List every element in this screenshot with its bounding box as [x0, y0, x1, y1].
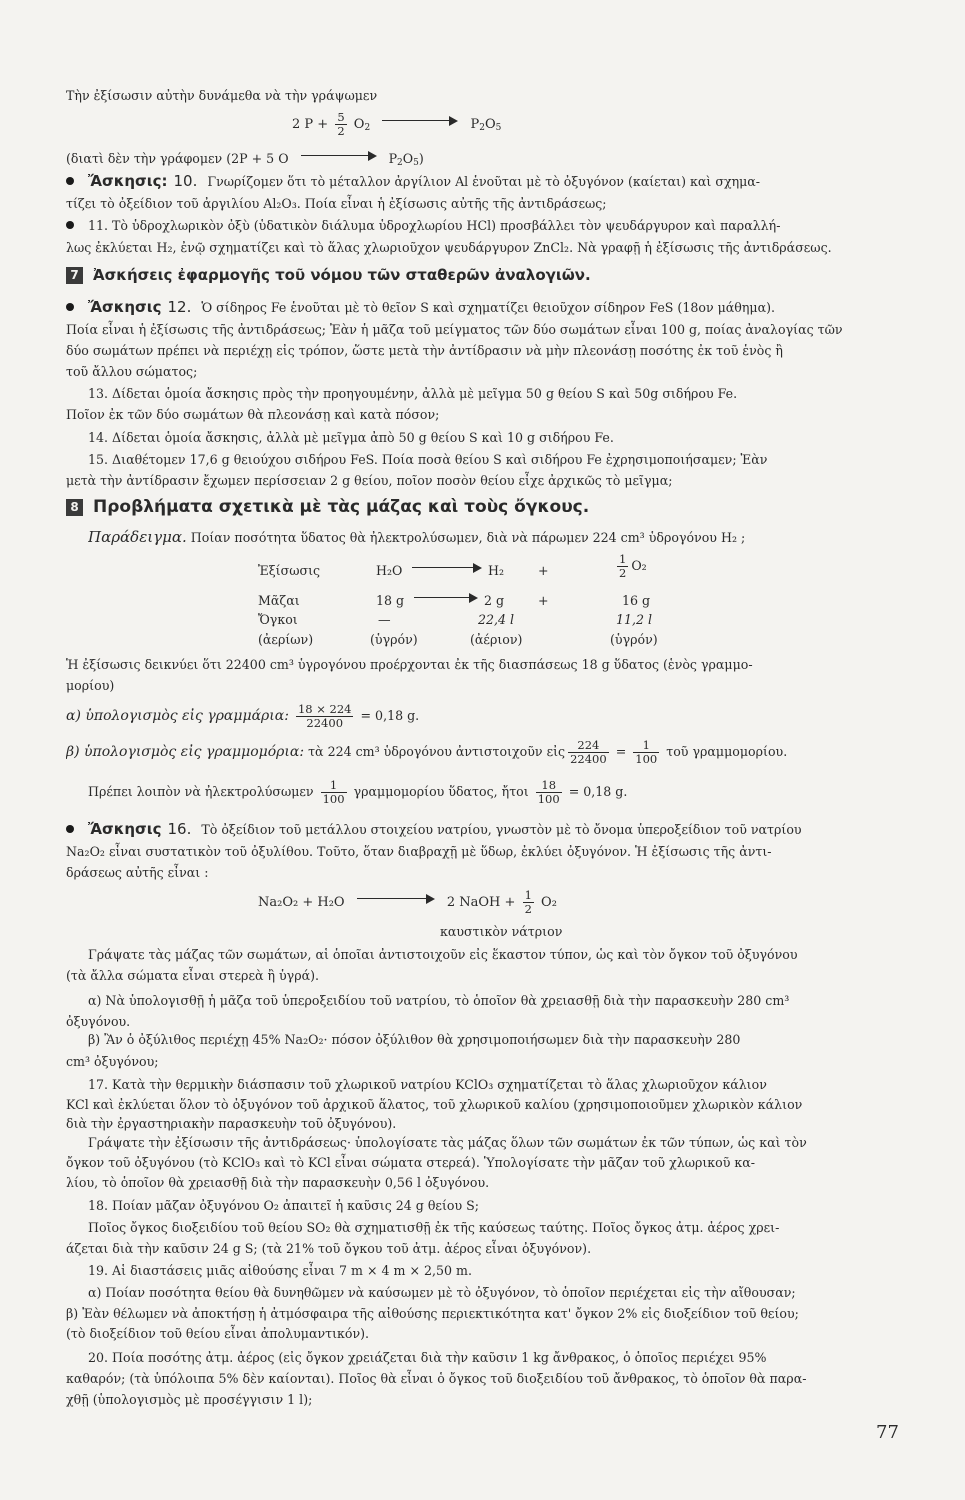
row-label-volume: Ὄγκοι: [258, 612, 298, 627]
exercise-11: [66, 216, 899, 235]
eq-term: Na₂O₂ + H₂O: [258, 895, 345, 910]
plus-sign: +: [538, 593, 549, 608]
exercise-13-text: Ποῖον ἐκ τῶν δύο σωμάτων θὰ πλεονάσῃ καὶ κατὰ πόσον;: [66, 407, 440, 422]
exercise-19-part-a: α) Ποίαν ποσότητα θείου θὰ δυνηθῶμεν νὰ καύσωμεν μὲ τὸ ὀξυγόνον, τὸ ὁποῖον περιέχεται εἰς τὴν αἴθουσαν;: [88, 1285, 796, 1300]
frac-num: 18 × 224: [297, 702, 352, 716]
section-number: 7: [66, 267, 83, 284]
frac-den: 100: [635, 752, 658, 766]
exercise-16-part-a: α) Νὰ ὑπολογισθῇ ἡ μᾶζα τοῦ ὑπεροξειδίου τοῦ νατρίου, τὸ ὁποῖον θὰ χρειασθῇ διὰ τὴν παρασκευὴν 280 cm³: [88, 993, 790, 1008]
exercise-17-text: ὄγκον τοῦ ὀξυγόνου (τὸ KClO₃ καὶ τὸ KCl εἶναι σώματα στερεά). Ὑπολογίσατε τὴν μᾶζαν τοῦ χλωρικοῦ κα-: [66, 1155, 756, 1170]
reaction-arrow-icon: [357, 894, 435, 904]
section-title: Ἀσκήσεις ἐφαρμογῆς τοῦ νόμου τῶν σταθερῶν ἀναλογιῶν.: [93, 266, 591, 284]
example-note: Ἡ ἐξίσωσις δεικνύει ὅτι 22400 cm³ ὑγρογόνου προέρχονται ἐκ τῆς διασπάσεως 18 g ὕδατος (ἑνὸς γραμμο-: [66, 657, 753, 672]
calc-text: τὰ 224 cm³ ὑδρογόνου ἀντιστοιχοῦν εἰς: [308, 744, 566, 759]
exercise-19: 19. Αἱ διαστάσεις μιᾶς αἰθούσης εἶναι 7 m × 4 m × 2,50 m.: [88, 1263, 473, 1278]
bullet-icon: [66, 825, 74, 833]
exercise-16-text: Γράψατε τὰς μάζας τῶν σωμάτων, αἱ ὁποῖαι ἀντιστοιχοῦν εἰς ἕκαστον τύπον, ὡς καὶ τὸν ὄγκον τοῦ ὀξυγόνου: [88, 947, 798, 962]
reaction-arrow-icon: [382, 116, 458, 126]
calc-conclusion: [88, 776, 899, 808]
bullet-icon: [66, 303, 74, 311]
calc-label: α) ὑπολογισμὸς εἰς γραμμάρια:: [66, 708, 289, 724]
calc-label: β) ὑπολογισμὸς εἰς γραμμομόρια:: [66, 744, 305, 760]
bullet-icon: [66, 221, 74, 229]
fraction: [523, 889, 534, 916]
cell-mass-h2: 2 g: [484, 593, 505, 608]
exercise-20-text: χθῇ (ὑπολογισμὸς μὲ προσέγγισιν 1 l);: [66, 1392, 313, 1407]
eq-term: O₂: [541, 895, 557, 910]
page-number: 77: [876, 1422, 899, 1443]
frac-den: 22400: [306, 716, 344, 730]
cell-vol-h2: 22,4 l: [478, 612, 515, 627]
example-text: Ποίαν ποσότητα ὕδατος θὰ ἠλεκτρολύσωμεν, διὰ νὰ πάρωμεν 224 cm³ ὑδρογόνου H₂ ;: [190, 530, 746, 545]
exercise-14: 14. Δίδεται ὁμοία ἄσκησις, ἀλλὰ μὲ μεῖγμα ἀπὸ 50 g θείου S καὶ 10 g σιδήρου Fe.: [88, 430, 614, 445]
exercise-18: 18. Ποίαν μᾶζαν ὀξυγόνου O₂ ἀπαιτεῖ ἡ καῦσις 24 g θείου S;: [88, 1198, 480, 1213]
exercise-17-text: διὰ τὴν ἐργαστηριακὴν παρασκευὴν τοῦ ὀξυγόνου).: [66, 1116, 397, 1131]
exercise-text: Γνωρίζομεν ὅτι τὸ μέταλλον ἀργίλιον Al ἑνοῦται μὲ τὸ ὀξυγόνον (καίεται) καὶ σχημα-: [207, 174, 761, 189]
exercise-label: Ἄσκησις: [88, 298, 162, 316]
cell-o2: [614, 553, 647, 580]
exercise-18-text: Ποῖος ὄγκος διοξειδίου τοῦ θείου SO₂ θὰ σχηματισθῇ ἐκ τῆς καύσεως ταύτης. Ποῖος ὄγκος ἀτμ. ἀέρος χρει-: [88, 1220, 780, 1235]
exercise-17-text: KCl καὶ ἐκλύεται ὅλον τὸ ὀξυγόνον τοῦ ἀρχικοῦ ἅλατος, τοῦ χλωρικοῦ καλίου (χρησιμοποιοῦμεν χλωρικὸν κάλιον: [66, 1097, 803, 1112]
plus-sign: +: [538, 563, 549, 578]
exercise-16-text: cm³ ὀξυγόνου;: [66, 1054, 159, 1069]
calc-text: τοῦ γραμμομορίου.: [666, 744, 788, 759]
cell-text: 18 g: [376, 593, 405, 608]
fraction: [633, 739, 659, 766]
exercise-16-text: Na₂O₂ εἶναι συστατικὸν τοῦ ὀξυλίθου. Τοῦτο, ὅταν διαβραχῇ μὲ ὕδωρ, ἐκλύει ὀξυγόνον. Ἡ ἐξίσωσις τῆς ἀντι-: [66, 844, 772, 859]
row-label-equation: Ἐξίσωσις: [258, 563, 321, 578]
frac-num: 18: [536, 779, 562, 793]
note-text: (διατὶ δὲν τὴν γράφομεν (2P + 5 O: [66, 151, 289, 166]
frac-den: 22400: [570, 752, 607, 766]
frac-num: 1: [524, 888, 532, 902]
exercise-20: 20. Ποία ποσότης ἀτμ. ἀέρος (εἰς ὄγκον χρειάζεται διὰ τὴν καῦσιν 1 kg ἄνθρακος, ὁ ὁποῖος περιέχει 95%: [88, 1350, 767, 1365]
cell-state: (ἀερίων): [258, 632, 314, 647]
fraction: [536, 779, 562, 806]
cell-text: H₂O: [376, 563, 403, 578]
exercise-11-text: λως ἐκλύεται H₂, ἐνῷ σχηματίζει καὶ τὸ ἅλας χλωριοῦχον ψευδάργυρον ZnCl₂. Νὰ γραφῇ ἡ ἐξίσωσις τῆς ἀντιδράσεως.: [66, 240, 832, 255]
cell-vol-h2o: —: [378, 612, 391, 627]
exercise-12: [66, 298, 899, 317]
calc-moles: [66, 736, 899, 768]
exercise-number: 12.: [167, 298, 192, 316]
exercise-16-part-b: β) Ἂν ὁ ὀξύλιθος περιέχῃ 45% Na₂O₂· πόσον ὀξύλιθον θὰ χρησιμοποιήσωμεν διὰ τὴν παρασκευὴν 280: [88, 1032, 741, 1047]
exercise-17-text: Γράψατε τὴν ἐξίσωσιν τῆς ἀντιδράσεως· ὑπολογίσατε τὰς μάζας ὅλων τῶν σωμάτων ἐκ τῶν τύπων, ὡς καὶ τὸν: [88, 1135, 807, 1150]
calc-text: γραμμομορίου ὕδατος, ἤτοι: [353, 784, 529, 799]
exercise-number: 16.: [167, 820, 192, 838]
calc-equals: =: [615, 744, 627, 759]
reaction-arrow-icon: [301, 151, 377, 161]
calc-result: = 0,18 g.: [360, 708, 420, 723]
equation-annotation: καυστικὸν νάτριον: [440, 924, 563, 939]
fraction: [296, 703, 354, 730]
eq-term: P: [470, 117, 480, 132]
exercise-13: 13. Δίδεται ὁμοία ἄσκησις πρὸς τὴν προηγουμένην, ἀλλὰ μὲ μεῖγμα 50 g θείου S καὶ 50g σιδήρου Fe.: [88, 386, 738, 401]
intro-note: (διατὶ δὲν τὴν γράφομεν (2P + 5 O $P_2O_5$): [66, 151, 424, 168]
frac-num: 224: [568, 739, 609, 753]
cell-state: (ἀέριον): [470, 632, 523, 647]
exercise-12-text: δύο σωμάτων πρέπει νὰ περιέχῃ εἰς τρόπον, ὥστε μετὰ τὴν ἀντίδρασιν νὰ μὴν πλεονάσῃ ποσότης ἐκ τοῦ ἑνὸς ἢ: [66, 343, 783, 358]
exercise-15: 15. Διαθέτομεν 17,6 g θειούχου σιδήρου FeS. Ποία ποσὰ θείου S καὶ σιδήρου Fe ἐχρησιμοποιήσαμεν; Ἐὰν: [88, 452, 768, 467]
exercise-12-text: Ποία εἶναι ἡ ἐξίσωσις τῆς ἀντιδράσεως; Ἐὰν ἡ μᾶζα τοῦ μείγματος τῶν δύο σωμάτων εἶναι 100 g, ποίας ἀναλογίας τῶν: [66, 322, 843, 337]
cell-text: O₂: [631, 558, 647, 573]
exercise-text: Ὁ σίδηρος Fe ἑνοῦται μὲ τὸ θεῖον S καὶ σχηματίζει θειοῦχον σίδηρον FeS (18ον μάθημα).: [201, 300, 776, 315]
example-label: Παράδειγμα.: [88, 528, 187, 546]
exercise-text: 11. Τὸ ὑδροχλωρικὸν ὀξὺ (ὑδατικὸν διάλυμα ὑδροχλωρίου HCl) προσβάλλει τὸν ψευδάργυρον καὶ παραλλή-: [88, 218, 781, 233]
exercise-17: 17. Κατὰ τὴν θερμικὴν διάσπασιν τοῦ χλωρικοῦ νατρίου KClO₃ σχηματίζεται τὸ ἅλας χλωριοῦχον κάλιον: [88, 1077, 767, 1092]
exercise-18-text: άζεται διὰ τὴν καῦσιν 24 g S; (τὰ 21% τοῦ ὄγκου τοῦ ἀτμ. ἀέρος εἶναι ὀξυγόνον).: [66, 1241, 592, 1256]
section-7-heading: [66, 266, 899, 285]
equation-na2o2: [258, 888, 557, 918]
cell-mass-h2o: [376, 593, 478, 608]
exercise-10: [66, 172, 899, 191]
bullet-icon: [66, 177, 74, 185]
exercise-17-text: λίου, τὸ ὁποῖον θὰ χρειασθῇ διὰ τὴν παρασκευὴν 0,56 l ὀξυγόνου.: [66, 1175, 490, 1190]
exercise-16-text: (τὰ ἄλλα σώματα εἶναι στερεὰ ἢ ὑγρά).: [66, 968, 320, 983]
cell-h2: H₂: [488, 563, 505, 578]
cell-h2o: [376, 563, 482, 578]
calc-result: = 0,18 g.: [568, 784, 628, 799]
cell-vol-o2: 11,2 l: [616, 612, 653, 627]
exercise-20-text: καθαρόν; (τὰ ὑπόλοιπα 5% δὲν καίονται). Ποῖος θὰ εἶναι ὁ ὄγκος τοῦ διοξειδίου τοῦ ἄνθρακος, τὸ ὁποῖον θὰ παρα-: [66, 1371, 807, 1386]
reaction-arrow-icon: [412, 563, 482, 573]
cell-state: (ὑγρόν): [370, 632, 418, 647]
fraction: [335, 111, 346, 138]
frac-num: 1: [619, 552, 627, 566]
frac-num: 5: [337, 110, 345, 124]
frac-den: 2: [619, 566, 627, 580]
eq-term: 2 NaOH +: [446, 895, 516, 910]
calc-text: Πρέπει λοιπὸν νὰ ἠλεκτρολύσωμεν: [88, 784, 314, 799]
fraction: [568, 739, 609, 766]
exercise-19-text: (τὸ διοξείδιον τοῦ θείου εἶναι ἀπολυμαντικόν).: [66, 1326, 370, 1341]
exercise-16-text: δράσεως αὐτῆς εἶναι :: [66, 865, 209, 880]
note-text: P: [388, 151, 398, 166]
eq-term: O: [349, 117, 365, 132]
exercise-10-text: τίζει τὸ ὀξείδιον τοῦ ἀργιλίου Al₂O₃. Ποία εἶναι ἡ ἐξίσωσις αὐτῆς τῆς ἀντιδράσεως;: [66, 196, 607, 211]
reaction-arrow-icon: [414, 593, 478, 603]
exercise-label: Ἄσκησις: [88, 820, 162, 838]
frac-den: 100: [322, 792, 345, 806]
equation-p2o5: 2 P + $\frac{5}{2}$ $O_2$ $P_2O_5$: [292, 110, 502, 138]
exercise-text: Τὸ ὀξείδιον τοῦ μετάλλου στοιχείου νατρίου, γνωστὸν μὲ τὸ ὄνομα ὑπεροξείδιον τοῦ νατρίου: [201, 822, 802, 837]
exercise-16-text: ὀξυγόνου.: [66, 1014, 131, 1029]
fraction: [617, 553, 628, 580]
exercise-15-text: μετὰ τὴν ἀντίδρασιν ἔχωμεν περίσσειαν 2 g θείου, ποῖον ποσὸν θείου εἶχε ἀρχικῶς τὸ μεῖγμα;: [66, 473, 673, 488]
frac-den: 2: [337, 124, 345, 138]
exercise-19-part-b: β) Ἐὰν θέλωμεν νὰ ἀποκτήσῃ ἡ ἀτμόσφαιρα τῆς αἰθούσης περιεκτικότητα κατ' ὄγκον 2% εἰς διοξείδιον τοῦ θείου;: [66, 1306, 799, 1321]
frac-num: 1: [633, 739, 659, 753]
frac-den: 100: [537, 792, 560, 806]
eq-term: 2 P +: [292, 117, 333, 132]
cell-state: (ὑγρόν): [610, 632, 658, 647]
example-intro: [88, 528, 899, 547]
section-number: 8: [66, 499, 83, 516]
exercise-16: [66, 820, 899, 839]
exercise-12-text: τοῦ ἄλλου σώματος;: [66, 364, 198, 379]
example-note: μορίου): [66, 678, 115, 693]
frac-den: 2: [524, 902, 532, 916]
fraction: [321, 779, 347, 806]
section-title: Προβλήματα σχετικὰ μὲ τὰς μάζας καὶ τοὺς ὄγκους.: [93, 498, 590, 517]
row-label-mass: Μᾶζαι: [258, 593, 300, 608]
exercise-number: 10.: [173, 172, 198, 190]
cell-mass-o2: 16 g: [622, 593, 651, 608]
frac-num: 1: [321, 779, 347, 793]
section-8-heading: [66, 498, 899, 517]
calc-grams: [66, 700, 899, 732]
intro-line: Τὴν ἐξίσωσιν αὐτὴν δυνάμεθα νὰ τὴν γράψωμεν: [66, 88, 378, 103]
exercise-label: Ἄσκησις:: [88, 172, 168, 190]
